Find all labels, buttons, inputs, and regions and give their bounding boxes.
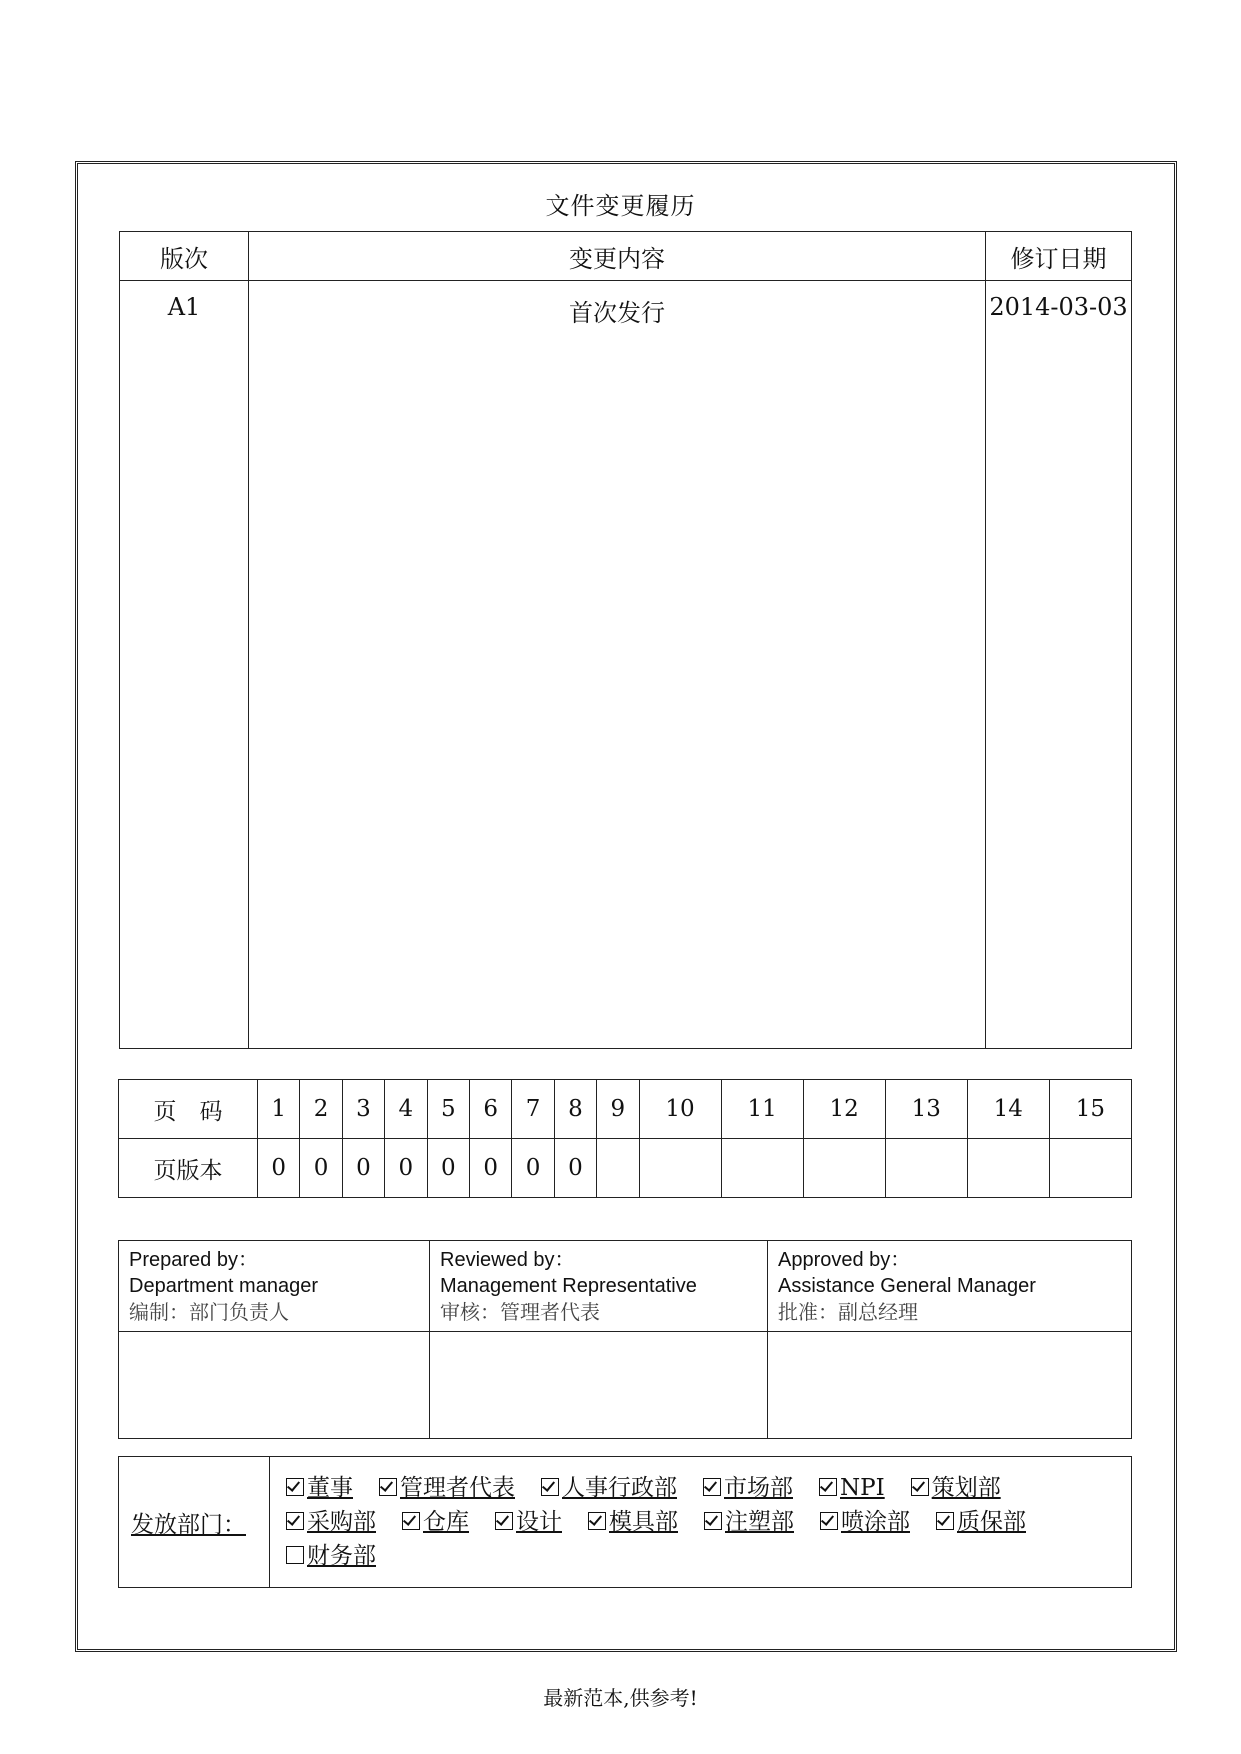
page-version-cell: 0 [427, 1139, 469, 1198]
page-version-cell: 0 [469, 1139, 511, 1198]
department-name: 市场部 [724, 1475, 793, 1501]
checked-checkbox-icon[interactable] [588, 1512, 606, 1530]
signature-field[interactable] [119, 1332, 430, 1439]
department-item [286, 1509, 376, 1535]
department-item [286, 1475, 353, 1501]
page-number-cell: 1 [258, 1080, 300, 1139]
checked-checkbox-icon[interactable] [541, 1478, 559, 1496]
page-number-cell: 4 [385, 1080, 427, 1139]
page-version-cell [803, 1139, 885, 1198]
signature-role-english: Management Representative [440, 1275, 697, 1297]
department-item [286, 1543, 376, 1569]
checked-checkbox-icon[interactable] [704, 1512, 722, 1530]
department-name: 董事 [307, 1475, 353, 1501]
signature-role-chinese: 编制：部门负责人 [129, 1300, 289, 1324]
page-version-cell: 0 [512, 1139, 554, 1198]
page-version-cell: 0 [342, 1139, 384, 1198]
checked-checkbox-icon[interactable] [936, 1512, 954, 1530]
page-version-cell [967, 1139, 1049, 1198]
department-item [911, 1475, 1001, 1501]
department-item [379, 1475, 515, 1501]
page-number-cell: 13 [885, 1080, 967, 1139]
signature-table [118, 1240, 1132, 1439]
department-name: 设计 [516, 1509, 562, 1535]
change-history-table [119, 231, 1132, 1049]
page-version-cell: 0 [385, 1139, 427, 1198]
checked-checkbox-icon[interactable] [286, 1478, 304, 1496]
signature-role-english: Approved by： [778, 1249, 911, 1271]
page-version-cell [639, 1139, 721, 1198]
department-name: 质保部 [957, 1509, 1026, 1535]
date-header: 修订日期 [986, 232, 1132, 281]
department-item [704, 1509, 794, 1535]
department-name: 注塑部 [725, 1509, 794, 1535]
signature-role-cell [119, 1241, 430, 1332]
department-name: 模具部 [609, 1509, 678, 1535]
checked-checkbox-icon[interactable] [379, 1478, 397, 1496]
department-name: 策划部 [931, 1475, 1001, 1501]
signature-role-chinese: 批准：副总经理 [778, 1300, 918, 1324]
page-number-cell: 3 [342, 1080, 384, 1139]
page-number-cell: 8 [554, 1080, 596, 1139]
checked-checkbox-icon[interactable] [911, 1478, 929, 1496]
department-item [936, 1509, 1026, 1535]
checked-checkbox-icon[interactable] [820, 1512, 838, 1530]
page-number-cell: 2 [300, 1080, 342, 1139]
page-version-cell [1049, 1139, 1131, 1198]
department-name: 采购部 [307, 1509, 376, 1535]
page-version-cell [721, 1139, 803, 1198]
distribution-table [118, 1456, 1132, 1588]
page-version-cell [885, 1139, 967, 1198]
page-version-cell: 0 [554, 1139, 596, 1198]
page-version-cell: 0 [258, 1139, 300, 1198]
signature-role-english: Prepared by： [129, 1249, 258, 1271]
page-number-cell: 6 [469, 1080, 511, 1139]
signature-role-english: Assistance General Manager [778, 1275, 1036, 1297]
version-cell: A1 [120, 281, 249, 1049]
page-number-cell: 5 [427, 1080, 469, 1139]
department-item [588, 1509, 678, 1535]
signature-role-cell [430, 1241, 768, 1332]
content-header: 变更内容 [249, 232, 986, 281]
page-version-cell: 0 [300, 1139, 342, 1198]
page-number-cell: 15 [1049, 1080, 1131, 1139]
department-item [820, 1509, 910, 1535]
department-name: 人事行政部 [562, 1475, 677, 1501]
page-number-cell: 7 [512, 1080, 554, 1139]
checked-checkbox-icon[interactable] [703, 1478, 721, 1496]
signature-role-chinese: 审核：管理者代表 [440, 1300, 600, 1324]
department-name: 仓库 [423, 1509, 469, 1535]
empty-checkbox-icon[interactable] [286, 1546, 304, 1564]
department-list [270, 1457, 1132, 1588]
page-version-label: 页版本 [119, 1139, 258, 1198]
department-item [495, 1509, 562, 1535]
department-item [402, 1509, 469, 1535]
department-item [541, 1475, 677, 1501]
department-item [703, 1475, 793, 1501]
page-number-cell: 9 [597, 1080, 639, 1139]
page-number-cell: 11 [721, 1080, 803, 1139]
page-number-cell: 14 [967, 1080, 1049, 1139]
signature-role-cell [768, 1241, 1132, 1332]
signature-field[interactable] [430, 1332, 768, 1439]
document-title: 文件变更履历 [545, 192, 696, 220]
signature-field[interactable] [768, 1332, 1132, 1439]
content-cell: 首次发行 [249, 281, 986, 1049]
page-number-label: 页 码 [119, 1080, 258, 1139]
date-cell: 2014-03-03 [986, 281, 1132, 1049]
footer-note: 最新范本,供参考! [543, 1686, 698, 1710]
checked-checkbox-icon[interactable] [286, 1512, 304, 1530]
distribution-label: 发放部门： [119, 1457, 270, 1588]
department-name: NPI [840, 1475, 885, 1501]
page-number-cell: 12 [803, 1080, 885, 1139]
department-name: 管理者代表 [400, 1475, 515, 1501]
department-item [819, 1475, 885, 1501]
version-header: 版次 [120, 232, 249, 281]
checked-checkbox-icon[interactable] [402, 1512, 420, 1530]
checked-checkbox-icon[interactable] [819, 1478, 837, 1496]
page-number-cell: 10 [639, 1080, 721, 1139]
department-name: 喷涂部 [841, 1509, 910, 1535]
page-version-table [118, 1079, 1132, 1198]
signature-role-english: Reviewed by： [440, 1249, 575, 1271]
signature-role-english: Department manager [129, 1275, 318, 1297]
department-name: 财务部 [307, 1543, 376, 1569]
checked-checkbox-icon[interactable] [495, 1512, 513, 1530]
page-version-cell [597, 1139, 639, 1198]
